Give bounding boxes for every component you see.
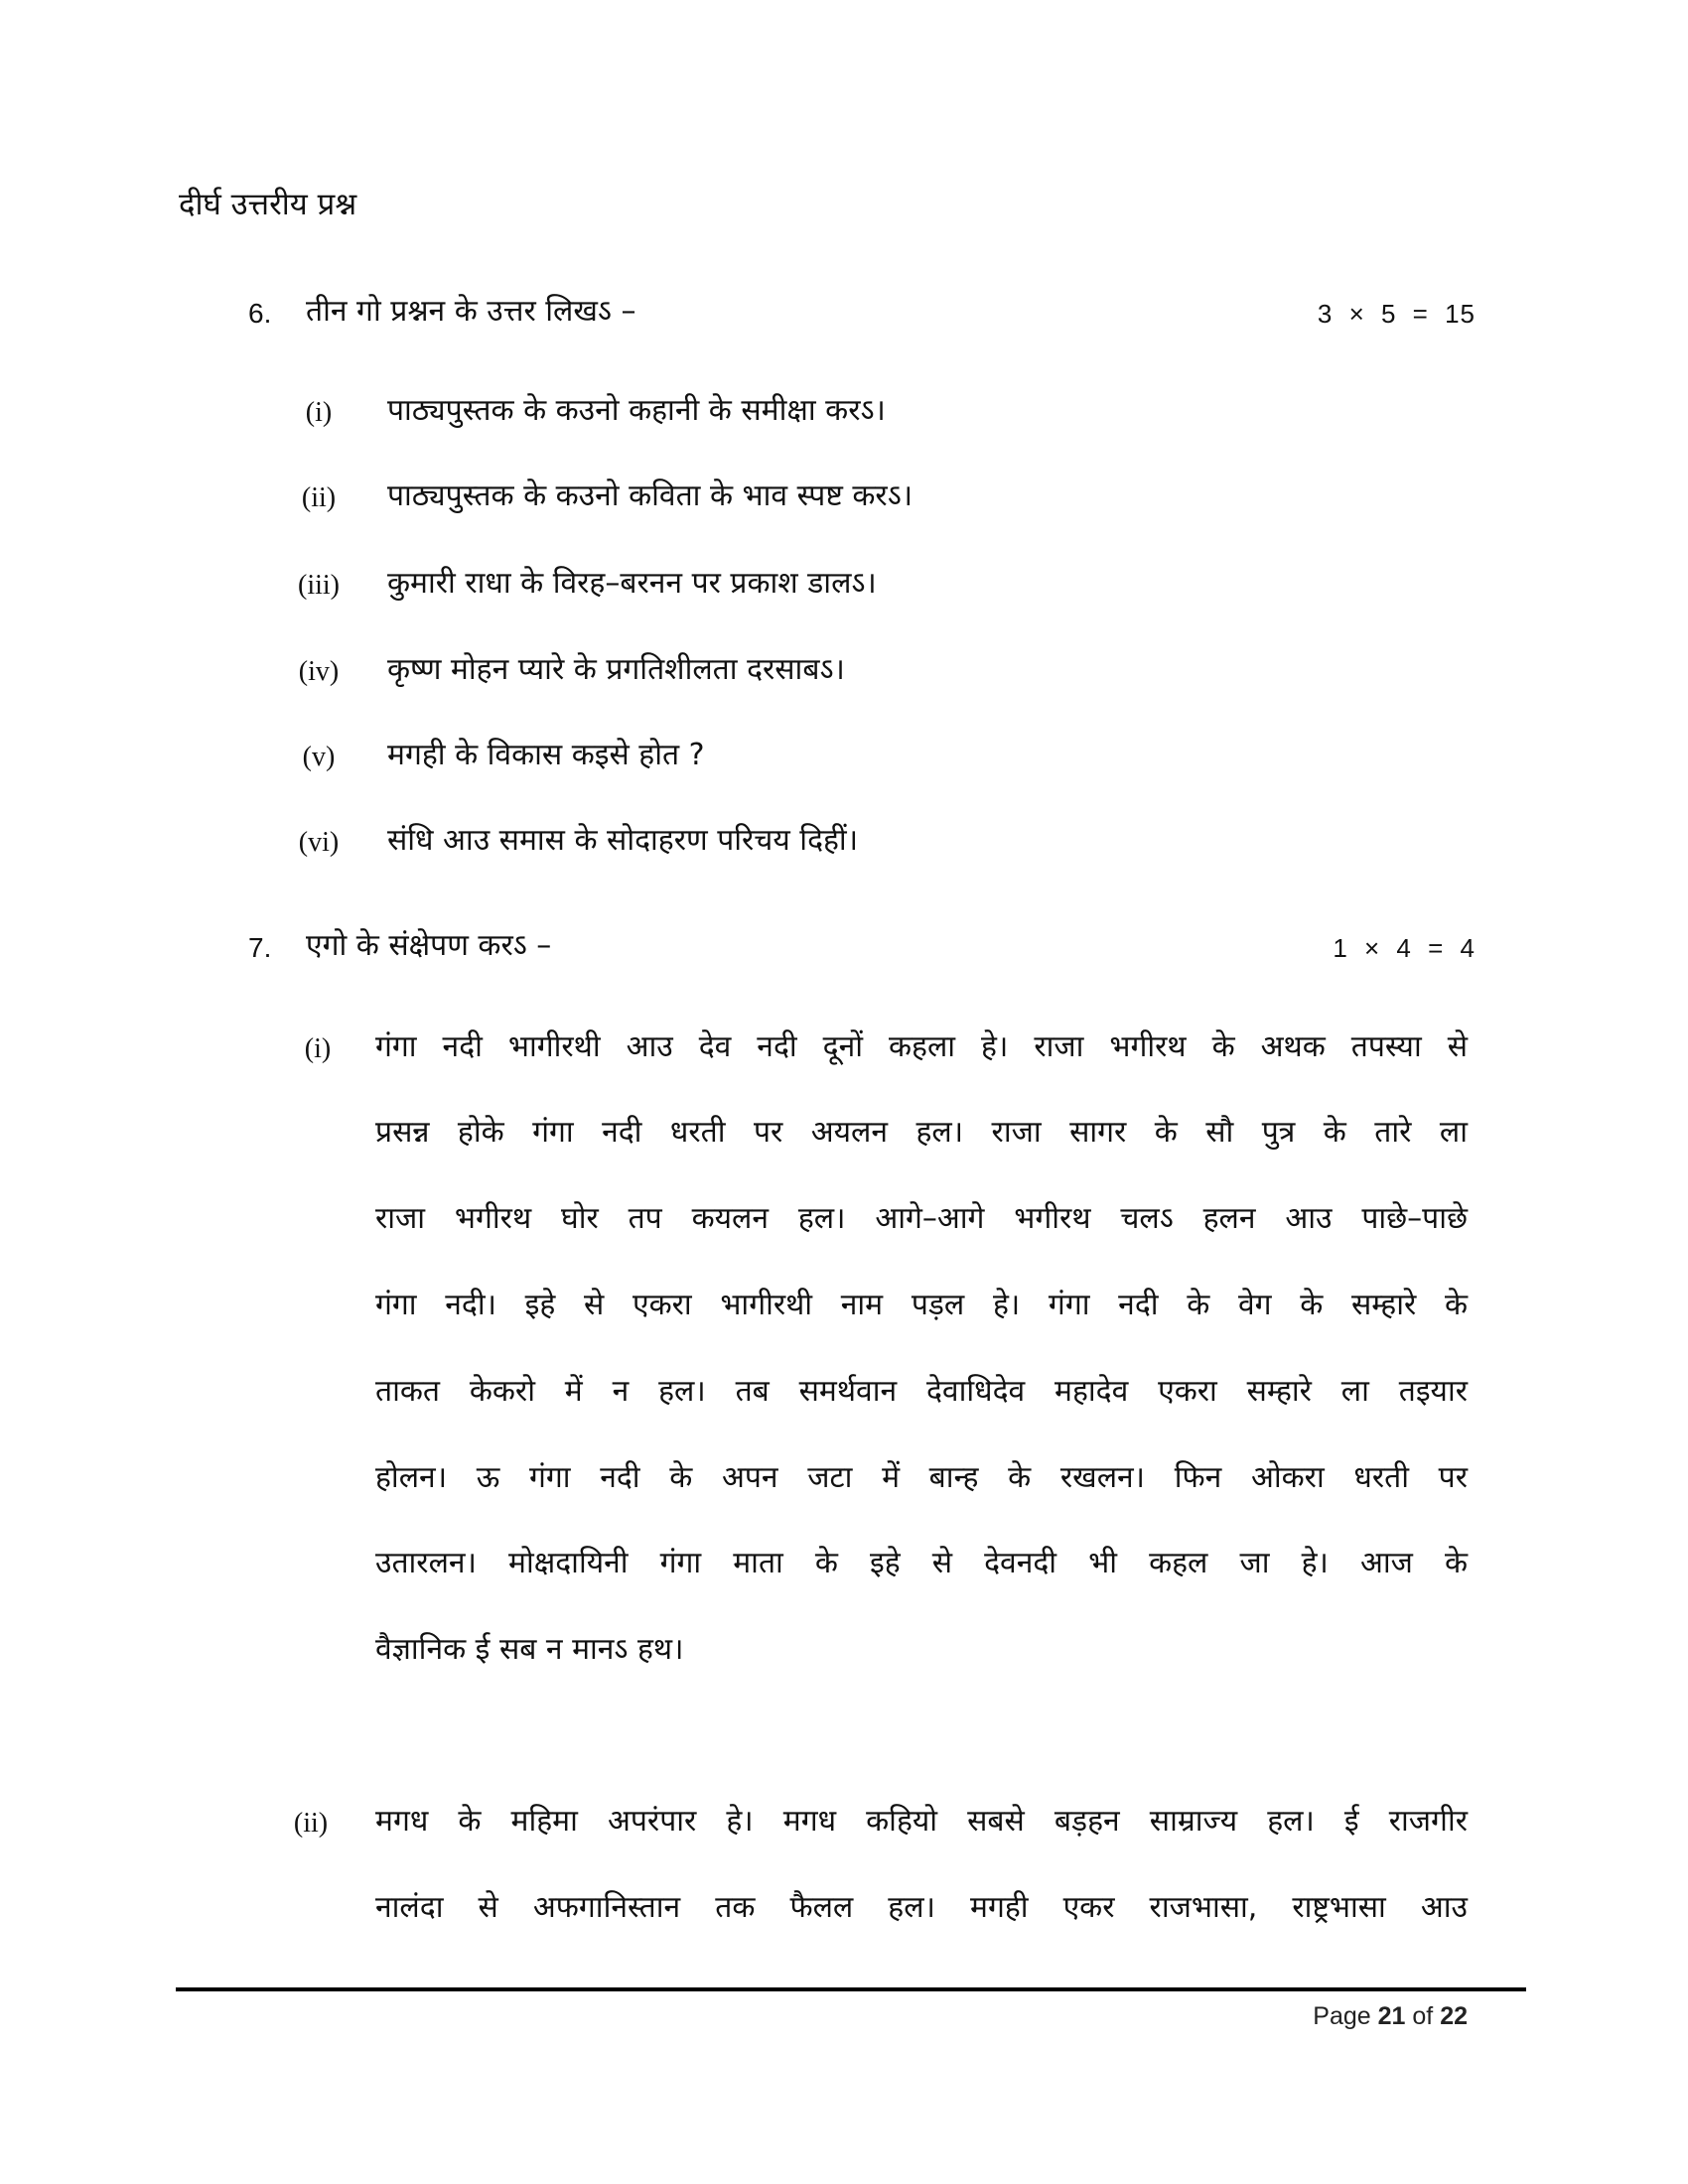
item-label: (vi)	[298, 827, 340, 858]
page-number	[1313, 1999, 1468, 2033]
page-of: of	[1405, 2002, 1441, 2030]
page-prefix: Page	[1313, 2002, 1378, 2030]
passage-line: नालंदा से अफगानिस्तान तक फैलल हल। मगही एकर राजभासा, राष्ट्रभासा आउ	[375, 1890, 1468, 1925]
item-text: मगही के विकास कइसे होत ?	[387, 738, 705, 772]
item-label: (ii)	[301, 482, 337, 513]
passage-line: गंगा नदी भागीरथी आउ देव नदी दूनों कहला हे। राजा भगीरथ के अथक तपस्या से	[375, 1029, 1468, 1064]
item-text: कुमारी राधा के विरह–बरनन पर प्रकाश डालऽ।	[387, 566, 877, 601]
item-text: पाठ्यपुस्तक के कउनो कहानी के समीक्षा करऽ।	[387, 393, 886, 428]
item-text: संधि आउ समास के सोदाहरण परिचय दिहीं।	[387, 823, 859, 858]
footer-rule	[176, 1987, 1526, 1991]
item-text: पाठ्यपुस्तक के कउनो कविता के भाव स्पष्ट करऽ।	[387, 478, 914, 513]
passage-line: राजा भगीरथ घोर तप कयलन हल। आगे–आगे भगीरथ चलऽ हलन आउ पाछे–पाछे	[375, 1201, 1468, 1236]
item-label: (v)	[302, 742, 336, 772]
question-marks: 1 × 4 = 4	[1333, 933, 1476, 963]
section-heading: दीर्घ उत्तरीय प्रश्न	[179, 187, 357, 222]
item-text: कृष्ण मोहन प्यारे के प्रगतिशीलता दरसाबऽ।	[387, 652, 845, 687]
question-marks: 3 × 5 = 15	[1317, 299, 1476, 329]
page-total: 22	[1440, 2002, 1468, 2030]
passage-line: मगध के महिमा अपरंपार हे। मगध कहियो सबसे बड़हन साम्राज्य हल। ई राजगीर	[375, 1804, 1468, 1839]
item-label: (iv)	[298, 656, 340, 687]
page-current: 21	[1377, 2002, 1406, 2030]
passage-line: गंगा नदी। इहे से एकरा भागीरथी नाम पड़ल हे। गंगा नदी के वेग के सम्हारे के	[375, 1288, 1468, 1322]
item-label: (i)	[305, 397, 333, 428]
passage-label: (ii)	[293, 1808, 329, 1839]
passage-line: ताकत केकरो में न हल। तब समर्थवान देवाधिदेव महादेव एकरा सम्हारे ला तइयार	[375, 1374, 1468, 1409]
question-number: 6.	[248, 298, 272, 329]
passage-label: (i)	[304, 1033, 332, 1064]
question-prompt: तीन गो प्रश्नन के उत्तर लिखऽ –	[306, 294, 636, 329]
question-prompt: एगो के संक्षेपण करऽ –	[306, 928, 552, 963]
passage-line: वैज्ञानिक ई सब न मानऽ हथ।	[375, 1632, 684, 1667]
item-label: (iii)	[298, 570, 340, 601]
passage-line: प्रसन्न होके गंगा नदी धरती पर अयलन हल। राजा सागर के सौ पुत्र के तारे ला	[375, 1115, 1468, 1150]
question-number: 7.	[248, 932, 272, 963]
passage-line: उतारलन। मोक्षदायिनी गंगा माता के इहे से देवनदी भी कहल जा हे। आज के	[375, 1546, 1468, 1580]
passage-line: होलन। ऊ गंगा नदी के अपन जटा में बान्ह के रखलन। फिन ओकरा धरती पर	[375, 1460, 1468, 1495]
